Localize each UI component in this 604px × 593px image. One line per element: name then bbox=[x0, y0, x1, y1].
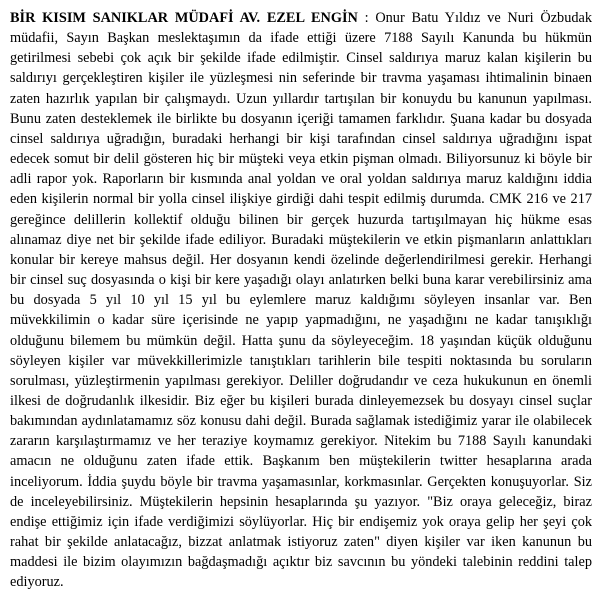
testimony-paragraph bbox=[10, 8, 592, 593]
speaker-label: BİR KISIM SANIKLAR MÜDAFİ AV. EZEL ENGİN bbox=[10, 10, 358, 26]
paragraph-body: : Onur Batu Yıldız ve Nuri Özbudak müdafii, Sayın Başkan meslektaşımın da ifade ettiği üzere 7188 Sayılı Kanunda bu hükmün getirilmesi sebebi çok açık bir şekilde ifade edilmiştir. Cinsel saldırıya maruz kalan kişilerin bu saldırıyı gerçekleştiren kişiler ile yüzleşmesi nin seferinde bir travma yaşaması ihtimalinin binaen zaten hazırlık yapılan bir çalışmaydı. Uzun yıllardır tartışılan bir konuydu bu kanunun yapılması. Bunu zaten desteklemek ile birlikte bu dosyanın içeriği tamamen farklıdır. Şuana kadar bu dosyada cinsel saldırıya uğradığın, buradaki herhangi bir kişi tarafından cinsel saldırıya uğradığını ispat edecek somut bir delil gösteren hiç bir müşteki veya etkin pişman olmadı. Biliyorsunuz ki böyle bir adli rapor yok. Raporların bir kısmında anal yoldan ve oral yoldan saldırıya maruz kaldığını iddia eden kişilerin normal bir yolla cinsel ilişkiye girdiği dahi tespit edilmiş durumda. CMK 216 ve 217 gereğince delillerin kollektif olduğu bilinen bir gerçek huzurda tartışılmayan hiç hükme esas alınamaz diye net bir şekilde ifade ediliyor. Buradaki müştekilerin ve etkin pişmanların anlattıkları konular bir kereye mahsus değil. Her dosyanın kendi özelinde değerlendirilmesi gerekir. Herhangi bir cinsel suç dosyasında o kişi bir kere yaşadığı olayı anlatırken belki buna karar verebilirsiniz ama bu dosyada 5 yıl 10 yıl 15 yıl bu eylemlere maruz kaldığımı söyleyen insanlar var. Ben müvekkilimin o kadar süre içerisinde ne yapıp yapmadığını, ne yaşadığını ne kadar tanışıklığı olduğunu bilemem bu mümkün değil. Hatta şunu da söyleyeceğim. 18 yaşından küçük olduğunu söyleyen kişiler var müvekkillerimizle tanıştıkları tarihlerin bile tespiti noktasında bu soruların sorulması, yüzleştirmenin yapılması gerekiyor. Deliller doğrudandır ve ceza hukukunun en önemli ilkesi de doğrudanlık ilkesidir. Biz eğer bu kişileri burada dinleyemezsek bu dosyayı cinsel suçlar bakımından aydınlatamamız söz konusu dahi değil. Burada sağlamak istediğimiz yarar ile olabilecek zararın karşılaştırmamız ve her teraziye koymamız gerekiyor. Nitekim bu 7188 Sayılı kanundaki amacın ne olduğunu zaten ifade ettik. Başkanım ben müştekilerin twitter hesaplarına arada inceliyorum. İddia şuydu böyle bir travma yaşamasınlar, korkmasınlar. Gerçekten konuşuyorlar. Siz de inceleyebilirsiniz. Müştekilerin hepsinin hesaplarında şu yazıyor. "Biz oraya geleceğiz, biraz endişe ettiğimiz için ifade verdiğimizi söylüyorlar. Hiç bir endişemiz yok oraya gelip her şeyi çok rahat bir şekilde anlatacağız, bizzat anlatmak istiyoruz zaten" diyen kişiler var iken kanunun bu maddesi ile bizim olayımızın bağdaşmadığı açıktır biz savcının bu yöndeki talebinin reddini talep ediyoruz. bbox=[10, 10, 592, 591]
